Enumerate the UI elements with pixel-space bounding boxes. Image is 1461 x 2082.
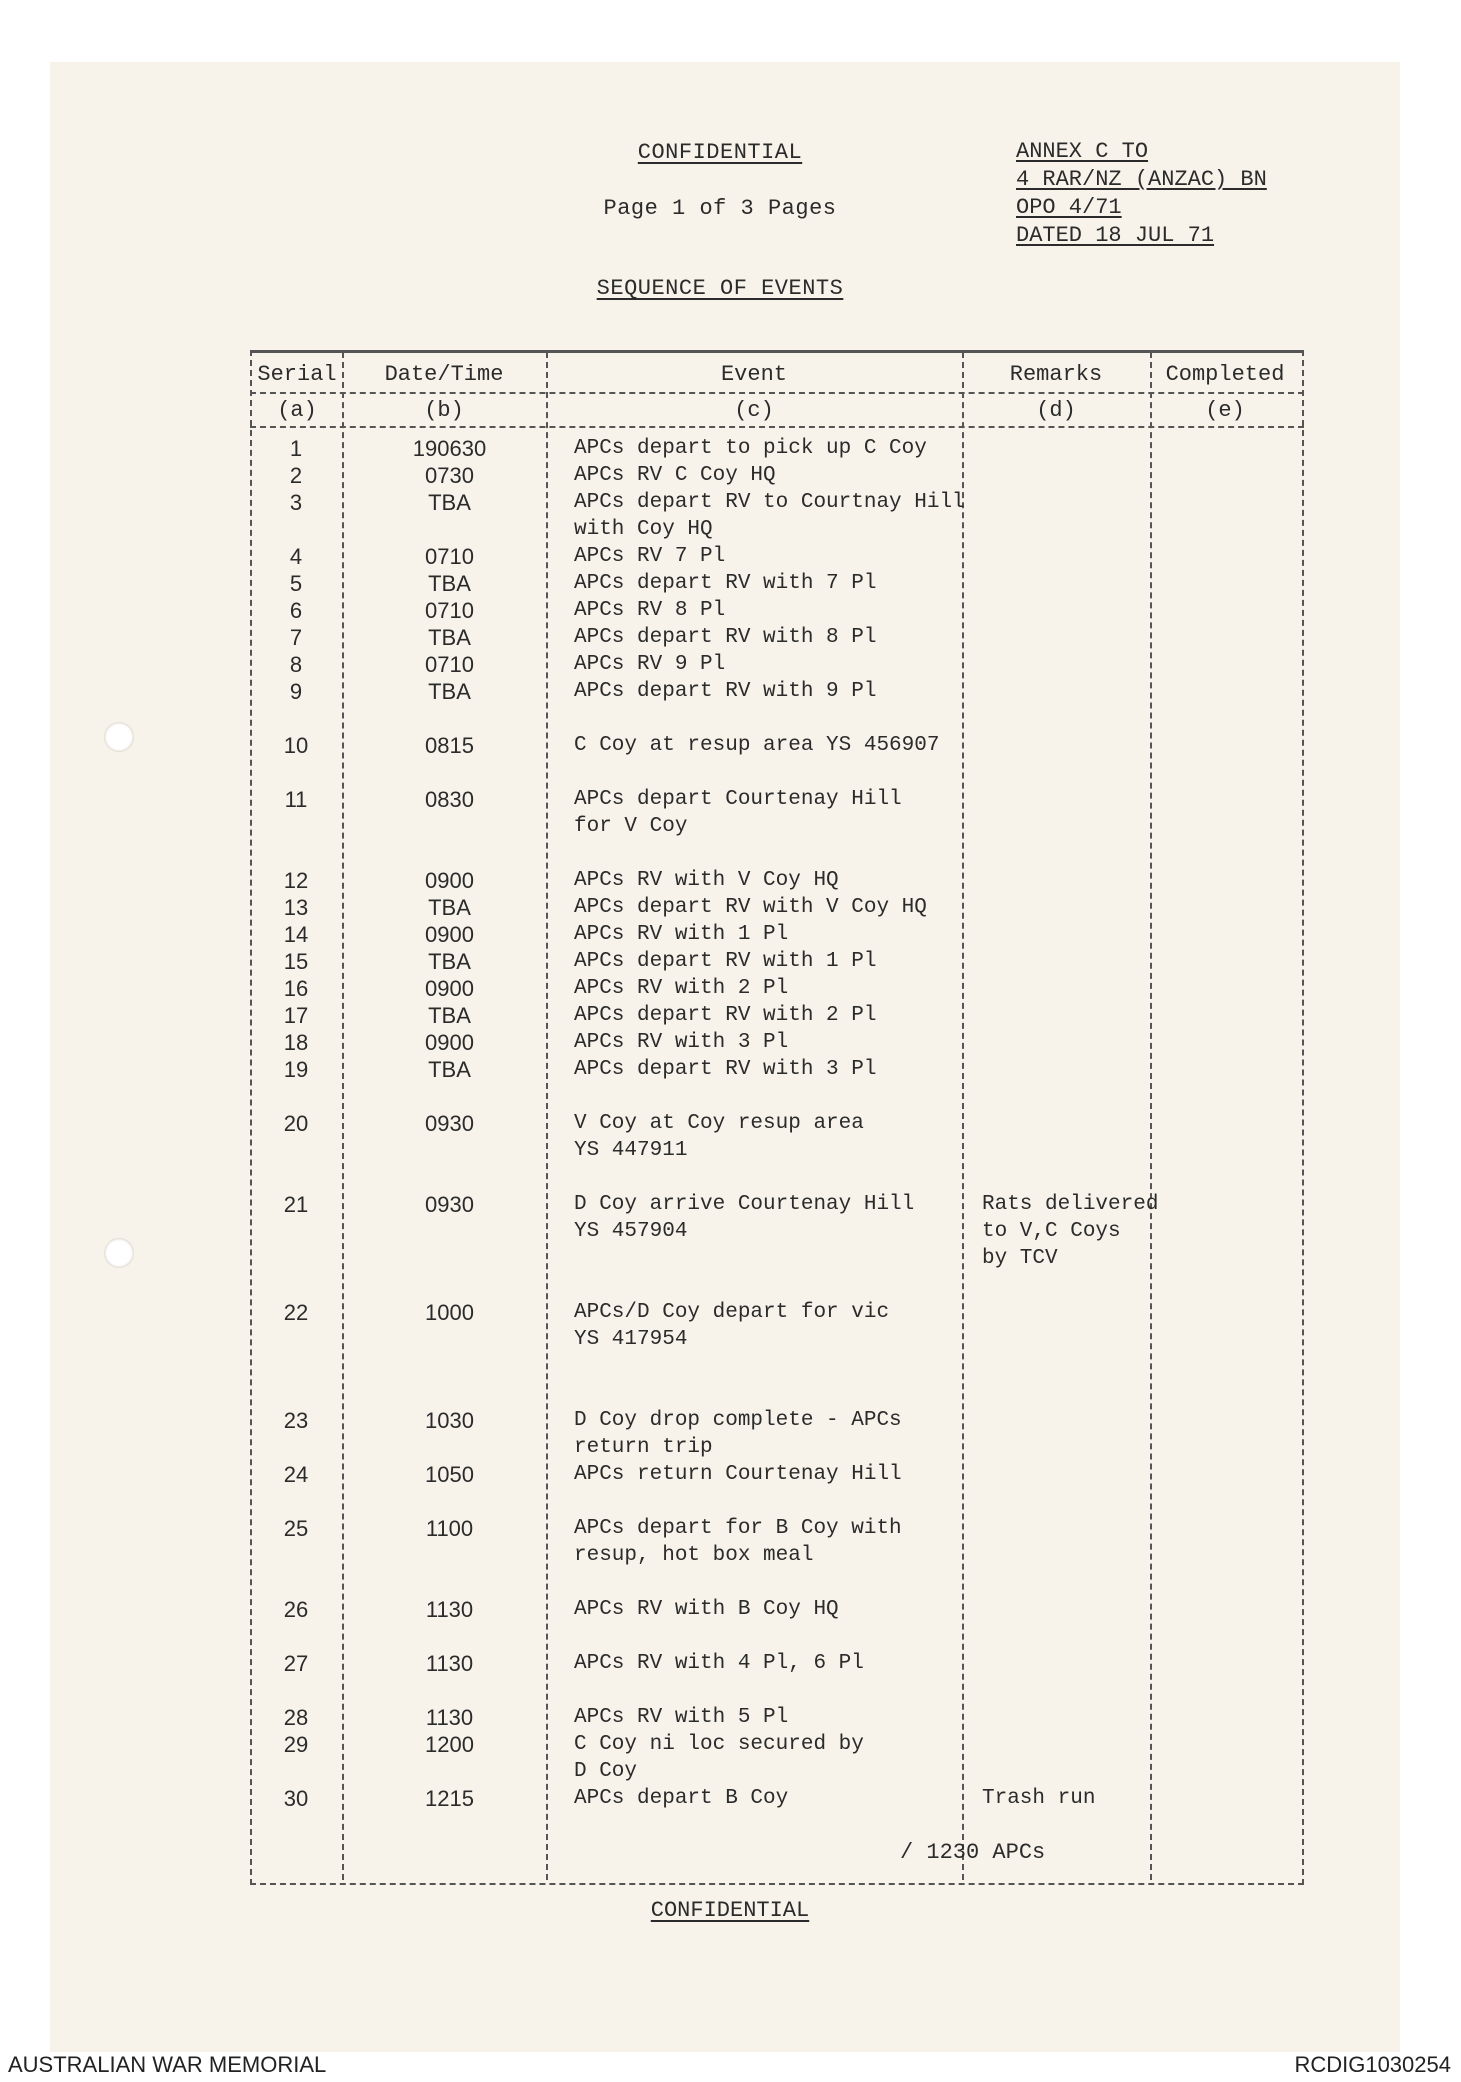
- time-cell: 0710: [425, 652, 474, 677]
- col-header-serial: Serial: [257, 362, 337, 387]
- time-cell: 1000: [425, 1300, 474, 1325]
- document-title: SEQUENCE OF EVENTS: [596, 276, 844, 301]
- event-cell: APCs depart RV with 1 Pl: [574, 950, 877, 973]
- event-cell: APCs depart RV with 8 Pl: [574, 626, 877, 649]
- serial-cell: 21: [283, 1192, 309, 1217]
- serial-cell: 7: [289, 625, 303, 650]
- annex-line: DATED 18 JUL 71: [1016, 223, 1215, 248]
- time-cell: 0930: [425, 1111, 474, 1136]
- serial-cell: 20: [283, 1111, 309, 1136]
- event-cell: APCs depart to pick up C Coy: [574, 437, 927, 460]
- event-cell: APCs depart RV with V Coy HQ: [574, 896, 927, 919]
- time-cell: TBA: [428, 1003, 471, 1028]
- time-cell: TBA: [428, 895, 471, 920]
- time-cell: 0900: [425, 1030, 474, 1055]
- classification-bottom: CONFIDENTIAL: [650, 1898, 810, 1923]
- time-cell: 1200: [425, 1732, 474, 1757]
- serial-cell: 22: [283, 1300, 309, 1325]
- serial-cell: 17: [283, 1003, 309, 1028]
- event-cell: APCs depart RV with 3 Pl: [574, 1058, 877, 1081]
- serial-cell: 19: [283, 1057, 309, 1082]
- time-cell: TBA: [428, 949, 471, 974]
- time-cell: 1030: [425, 1408, 474, 1433]
- column-divider: [1150, 352, 1152, 1880]
- annex-line: 4 RAR/NZ (ANZAC) BN: [1016, 167, 1267, 192]
- event-cell: D Coy drop complete - APCs return trip: [574, 1409, 902, 1459]
- annex-reference: [1016, 138, 1267, 250]
- serial-cell: 12: [283, 868, 309, 893]
- col-sub-e: (e): [1205, 398, 1245, 423]
- event-cell: APCs RV with V Coy HQ: [574, 869, 839, 892]
- time-cell: 0900: [425, 868, 474, 893]
- serial-cell: 18: [283, 1030, 309, 1055]
- serial-cell: 2: [289, 463, 303, 488]
- serial-cell: 8: [289, 652, 303, 677]
- event-cell: C Coy at resup area YS 456907: [574, 734, 940, 757]
- event-cell: C Coy ni loc secured by D Coy: [574, 1733, 864, 1783]
- time-cell: TBA: [428, 571, 471, 596]
- time-cell: 0710: [425, 598, 474, 623]
- event-cell: APCs RV with 4 Pl, 6 Pl: [574, 1652, 864, 1675]
- event-cell: APCs return Courtenay Hill: [574, 1463, 902, 1486]
- time-cell: 1130: [425, 1705, 474, 1730]
- serial-cell: 6: [289, 598, 303, 623]
- archive-id: RCDIG1030254: [1294, 2052, 1451, 2077]
- serial-cell: 4: [289, 544, 303, 569]
- time-cell: 1100: [425, 1516, 474, 1541]
- serial-cell: 15: [283, 949, 309, 974]
- time-cell: 1130: [425, 1651, 474, 1676]
- serial-cell: 13: [283, 895, 309, 920]
- serial-cell: 16: [283, 976, 309, 1001]
- page-number: Page 1 of 3 Pages: [603, 196, 837, 221]
- time-cell: 0730: [425, 463, 474, 488]
- serial-cell: 1: [289, 436, 303, 461]
- remarks-cell: Rats delivered to V,C Coys by TCV: [982, 1193, 1159, 1270]
- classification-top: CONFIDENTIAL: [637, 140, 803, 165]
- event-cell: APCs/D Coy depart for vic YS 417954: [574, 1301, 890, 1351]
- time-cell: 0930: [425, 1192, 474, 1217]
- event-cell: APCs depart RV to Courtnay Hill with Coy HQ: [574, 491, 965, 541]
- event-cell: APCs depart RV with 2 Pl: [574, 1004, 877, 1027]
- col-header-remarks: Remarks: [1009, 362, 1103, 387]
- serial-cell: 26: [283, 1597, 309, 1622]
- event-cell: APCs depart Courtenay Hill for V Coy: [574, 788, 902, 838]
- time-cell: 1215: [425, 1786, 474, 1811]
- event-cell: APCs depart RV with 7 Pl: [574, 572, 877, 595]
- time-cell: 0900: [425, 976, 474, 1001]
- serial-cell: 14: [283, 922, 309, 947]
- event-cell: APCs RV with 5 Pl: [574, 1706, 789, 1729]
- serial-cell: 25: [283, 1516, 309, 1541]
- punch-hole: [104, 722, 134, 752]
- event-cell: D Coy arrive Courtenay Hill YS 457904: [574, 1193, 915, 1243]
- event-cell: APCs RV 8 Pl: [574, 599, 726, 622]
- serial-cell: 23: [283, 1408, 309, 1433]
- event-cell: APCs RV with 2 Pl: [574, 977, 789, 1000]
- col-sub-a: (a): [277, 398, 317, 423]
- col-header-datetime: Date/Time: [384, 362, 504, 387]
- serial-cell: 24: [283, 1462, 309, 1487]
- time-cell: 1130: [425, 1597, 474, 1622]
- col-sub-d: (d): [1036, 398, 1076, 423]
- serial-cell: 30: [283, 1786, 309, 1811]
- header-divider: [250, 392, 1304, 394]
- event-cell: APCs RV with B Coy HQ: [574, 1598, 839, 1621]
- serial-cell: 3: [289, 490, 303, 515]
- annex-line: ANNEX C TO: [1016, 139, 1149, 164]
- archive-credit: AUSTRALIAN WAR MEMORIAL: [8, 2052, 327, 2077]
- event-cell: V Coy at Coy resup area YS 447911: [574, 1112, 864, 1162]
- event-cell: APCs RV 7 Pl: [574, 545, 726, 568]
- serial-cell: 5: [289, 571, 303, 596]
- time-cell: TBA: [428, 490, 471, 515]
- col-header-completed: Completed: [1165, 362, 1285, 387]
- serial-cell: 11: [284, 787, 308, 812]
- time-cell: TBA: [428, 1057, 471, 1082]
- col-header-event: Event: [720, 362, 787, 387]
- time-cell: 0900: [425, 922, 474, 947]
- event-cell: APCs depart B Coy: [574, 1787, 789, 1810]
- remarks-cell: Trash run: [982, 1787, 1096, 1810]
- handwritten-note: / 1230 APCs: [900, 1840, 1046, 1865]
- event-cell: APCs RV with 1 Pl: [574, 923, 789, 946]
- time-cell: 0815: [425, 733, 474, 758]
- event-cell: APCs depart for B Coy with resup, hot box meal: [574, 1517, 902, 1567]
- time-cell: TBA: [428, 625, 471, 650]
- event-cell: APCs RV with 3 Pl: [574, 1031, 789, 1054]
- event-cell: APCs RV C Coy HQ: [574, 464, 776, 487]
- serial-cell: 9: [289, 679, 303, 704]
- serial-cell: 28: [283, 1705, 309, 1730]
- event-cell: APCs depart RV with 9 Pl: [574, 680, 877, 703]
- time-cell: 1050: [425, 1462, 474, 1487]
- time-cell: 190630: [412, 436, 487, 461]
- col-sub-c: (c): [734, 398, 774, 423]
- subheader-divider: [250, 426, 1304, 428]
- col-sub-b: (b): [424, 398, 464, 423]
- serial-cell: 10: [283, 733, 309, 758]
- serial-cell: 27: [283, 1651, 309, 1676]
- punch-hole: [104, 1238, 134, 1268]
- time-cell: 0830: [425, 787, 474, 812]
- annex-line: OPO 4/71: [1016, 195, 1122, 220]
- time-cell: TBA: [428, 679, 471, 704]
- event-cell: APCs RV 9 Pl: [574, 653, 726, 676]
- serial-cell: 29: [283, 1732, 309, 1757]
- time-cell: 0710: [425, 544, 474, 569]
